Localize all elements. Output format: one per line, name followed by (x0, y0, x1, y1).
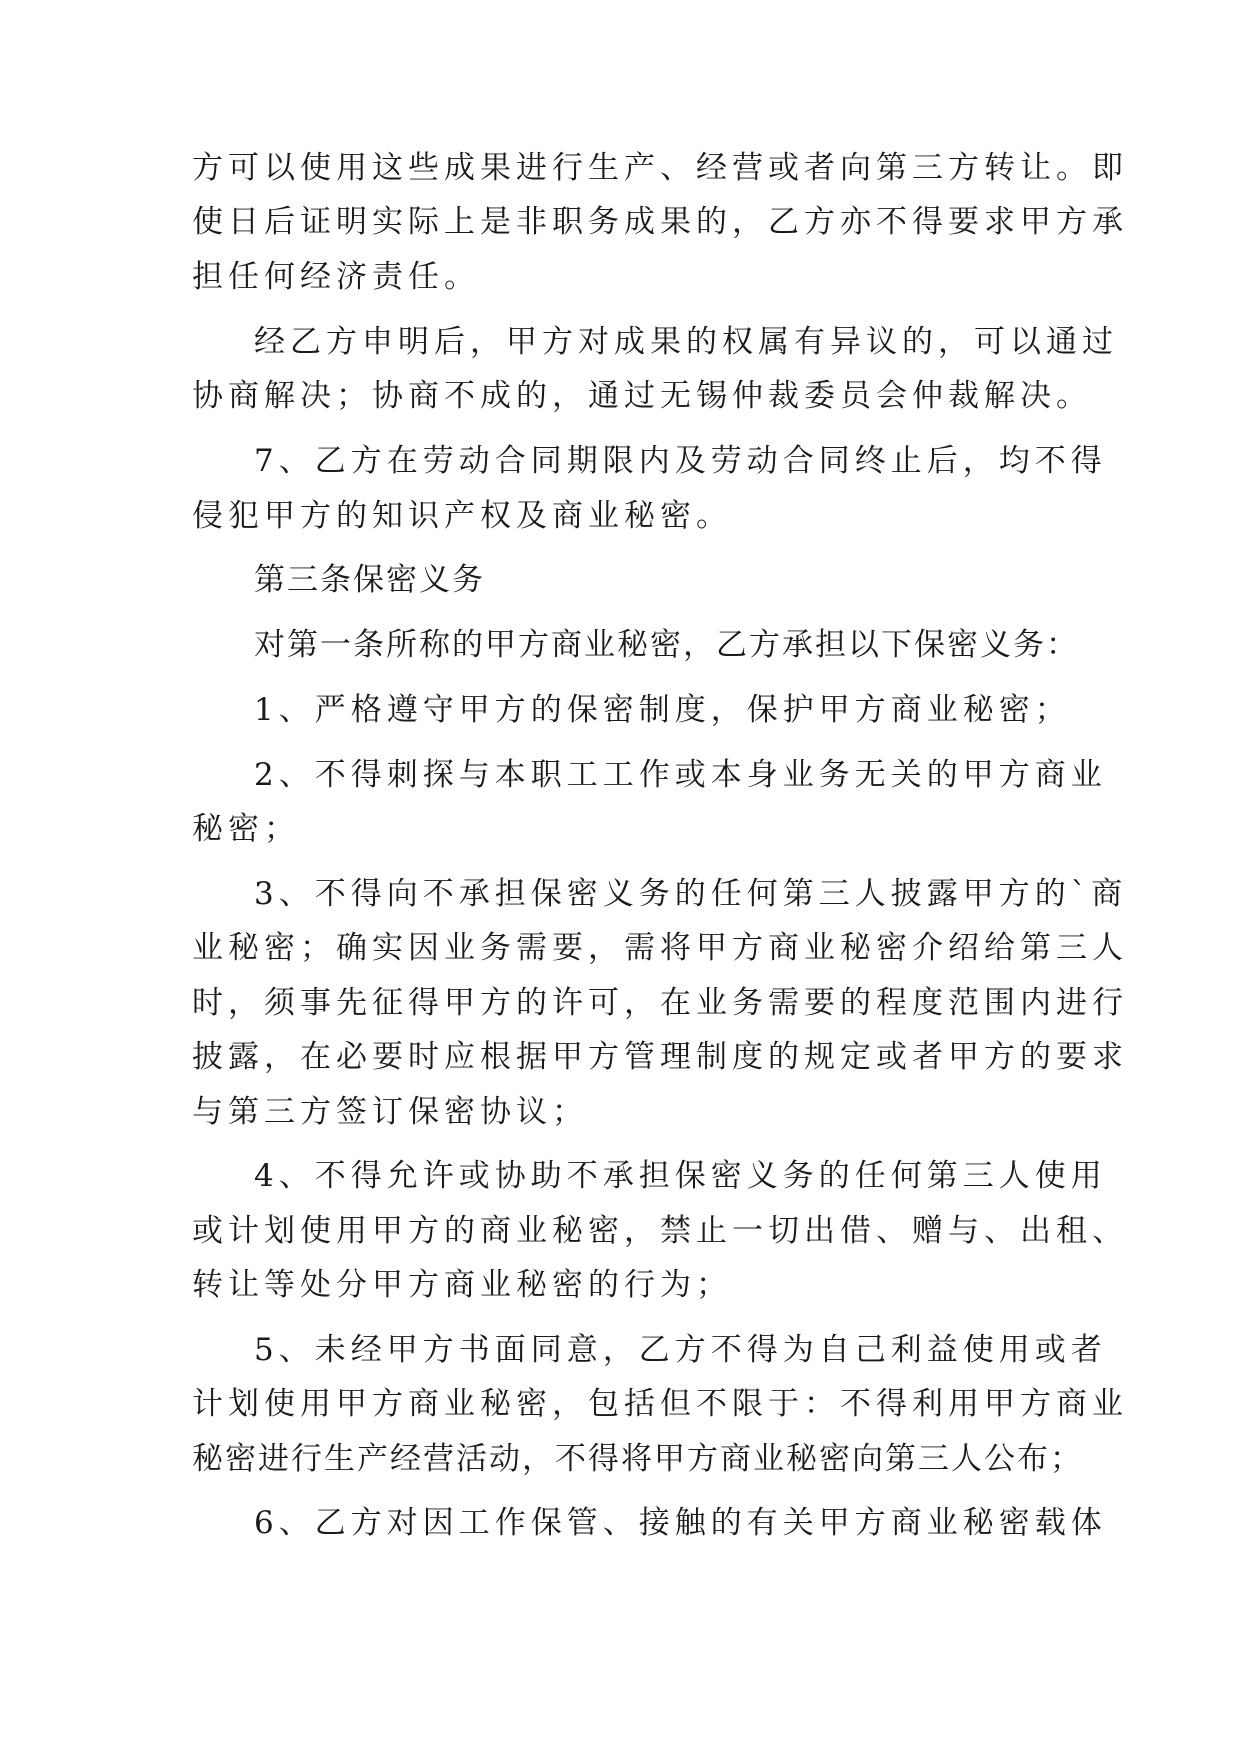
text-line: 2、不得刺探与本职工工作或本身业务无关的甲方商业 (254, 757, 1107, 793)
section-heading: 第三条保密义务 (254, 562, 485, 598)
text-line: 时，须事先征得甲方的许可，在业务需要的程度范围内进行 (192, 985, 1128, 1021)
text-line: 计划使用甲方商业秘密，包括但不限于：不得利用甲方商业 (192, 1386, 1128, 1422)
text-line: 与第三方签订保密协议； (192, 1094, 588, 1130)
text-line: 4、不得允许或协助不承担保密义务的任何第三人使用 (254, 1158, 1107, 1194)
text-line: 或计划使用甲方的商业秘密，禁止一切出借、赠与、出租、 (192, 1213, 1128, 1249)
text-line: 协商解决；协商不成的，通过无锡仲裁委员会仲裁解决。 (192, 378, 1092, 414)
text-line: 6、乙方对因工作保管、接触的有关甲方商业秘密载体 (254, 1505, 1107, 1541)
text-line: 7、乙方在劳动合同期限内及劳动合同终止后，均不得 (254, 443, 1107, 479)
text-line: 5、未经甲方书面同意，乙方不得为自己利益使用或者 (254, 1332, 1107, 1368)
text-line: 方可以使用这些成果进行生产、经营或者向第三方转让。即 (192, 150, 1128, 186)
text-line: 转让等处分甲方商业秘密的行为； (192, 1267, 732, 1303)
text-line: 使日后证明实际上是非职务成果的，乙方亦不得要求甲方承 (192, 204, 1128, 240)
text-line: 3、不得向不承担保密义务的任何第三人披露甲方的`商 (254, 876, 1128, 912)
text-line: 秘密； (192, 811, 300, 847)
text-line: 业秘密；确实因业务需要，需将甲方商业秘密介绍给第三人 (192, 930, 1128, 966)
text-line: 经乙方申明后，甲方对成果的权属有异议的，可以通过 (254, 324, 1118, 360)
text-line: 对第一条所称的甲方商业秘密，乙方承担以下保密义务： (254, 627, 1079, 663)
text-line: 秘密进行生产经营活动，不得将甲方商业秘密向第三人公布； (192, 1441, 1083, 1477)
text-line: 侵犯甲方的知识产权及商业秘密。 (192, 498, 732, 534)
text-line: 披露，在必要时应根据甲方管理制度的规定或者甲方的要求 (192, 1039, 1128, 1075)
text-line: 担任何经济责任。 (192, 259, 480, 295)
text-line: 1、严格遵守甲方的保密制度，保护甲方商业秘密； (254, 692, 1071, 728)
